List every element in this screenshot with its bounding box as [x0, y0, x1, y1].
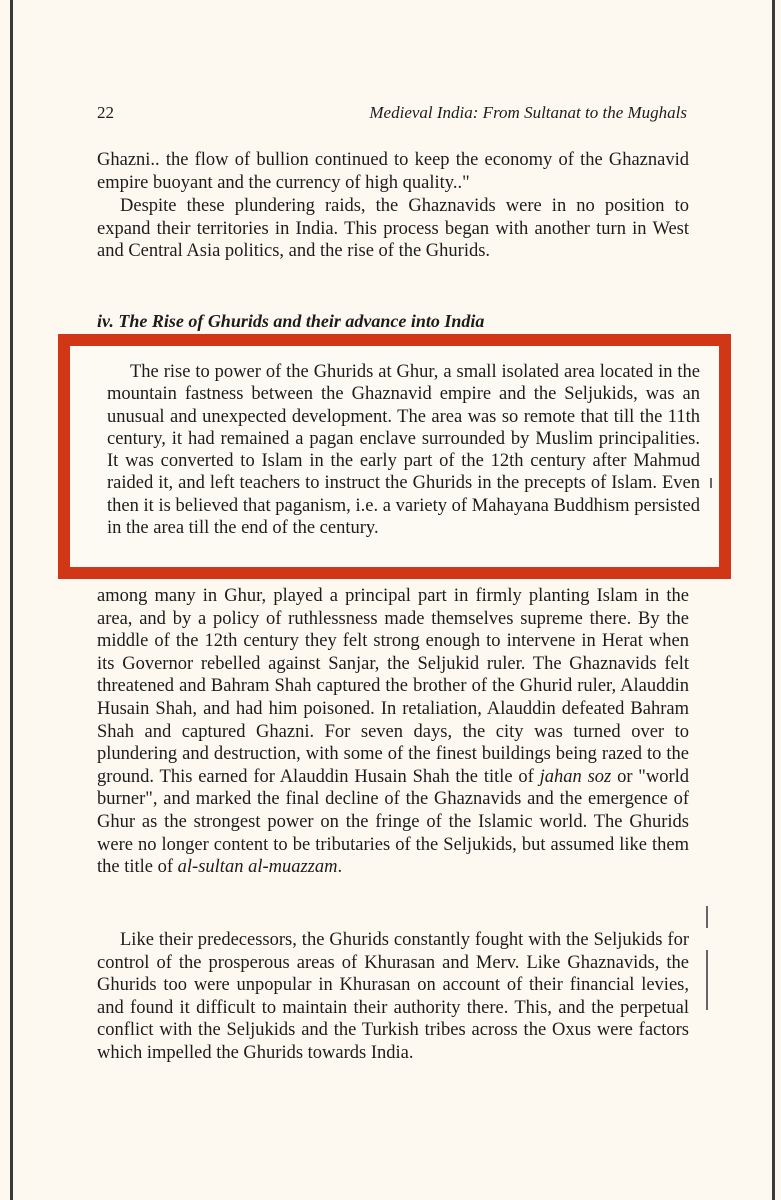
margin-mark	[706, 906, 708, 928]
section-heading: iv. The Rise of Ghurids and their advance into India	[97, 311, 485, 331]
margin-mark	[710, 478, 712, 488]
highlight-box	[58, 334, 731, 579]
term-jahan-soz: jahan soz	[539, 766, 612, 787]
top-paragraph: Ghazni.. the flow of bullion continued to keep the economy of the Ghaznavid empire buoyant and the currency of high quality.."	[97, 150, 689, 193]
text-run: .	[337, 857, 343, 878]
scan-edge-left	[10, 0, 13, 1200]
scan-edge-right	[772, 0, 775, 1200]
term-al-sultan: al-sultan al-muazzam	[177, 857, 338, 878]
text-run: or "world burner", and marked the final decline of the Ghaznavids and the emergence of Ghur as the strongest power on the fringe of the Islamic world. The Ghurids were no longer content to be tributaries of the Seljukids, but assumed like them the title of	[97, 766, 690, 878]
running-title: Medieval India: From Sultanat to the Mughals	[369, 103, 687, 122]
page-number: 22	[97, 103, 114, 122]
paragraph-plundering-raids: Despite these plundering raids, the Ghaznavids were in no position to expand their territories in India. This process began with another turn in West and Central Asia politics, and the rise of the Ghurids.	[97, 196, 689, 262]
highlighted-paragraph: The rise to power of the Ghurids at Ghur, a small isolated area located in the mountain fastness between the Ghaznavid empire and the Seljukids, was an unusual and unexpected development. The area was so remote that till the 11th century, it had remained a pagan enclave surrounded by Muslim principalities. It was converted to Islam in the early part of the 12th century after Mahmud raided it, and left teachers to instruct the Ghurids in the precepts of Islam. Even then it is believed that paganism, i.e. a variety of Mahayana Buddhism persisted in the area till the end of the century.	[107, 362, 700, 539]
page-header	[97, 103, 687, 127]
text-run: among many in Ghur, played a principal part in firmly planting Islam in the area, and by a policy of ruthlessness made themselves supreme there. By the middle of the 12th century they felt strong enough to intervene in Herat when its Governor rebelled against Sanjar, the Seljukid ruler. The Ghaznavids felt threatened and Bahram Shah captured the brother of the Ghurid ruler, Alauddin Husain Shah, and had him poisoned. In retaliation, Alauddin defeated Bahram Shah and captured Ghazni. For seven days, the city was turned over to plundering and destruction, with some of the finest buildings being razed to the ground. This earned for Alauddin Husain Shah the title of	[97, 586, 689, 787]
margin-mark	[706, 950, 708, 1010]
paragraph-ghurid-rise	[97, 585, 689, 879]
paragraph-khurasan: Like their predecessors, the Ghurids constantly fought with the Seljukids for control of the prosperous areas of Khurasan and Merv. Like Ghaznavids, the Ghurids too were unpopular in Khurasan on account of their financial levies, and found it difficult to maintain their authority there. This, and the perpetual conflict with the Seljukids and the Turkish tribes across the Oxus were factors which impelled the Ghurids towards India.	[97, 930, 689, 1063]
